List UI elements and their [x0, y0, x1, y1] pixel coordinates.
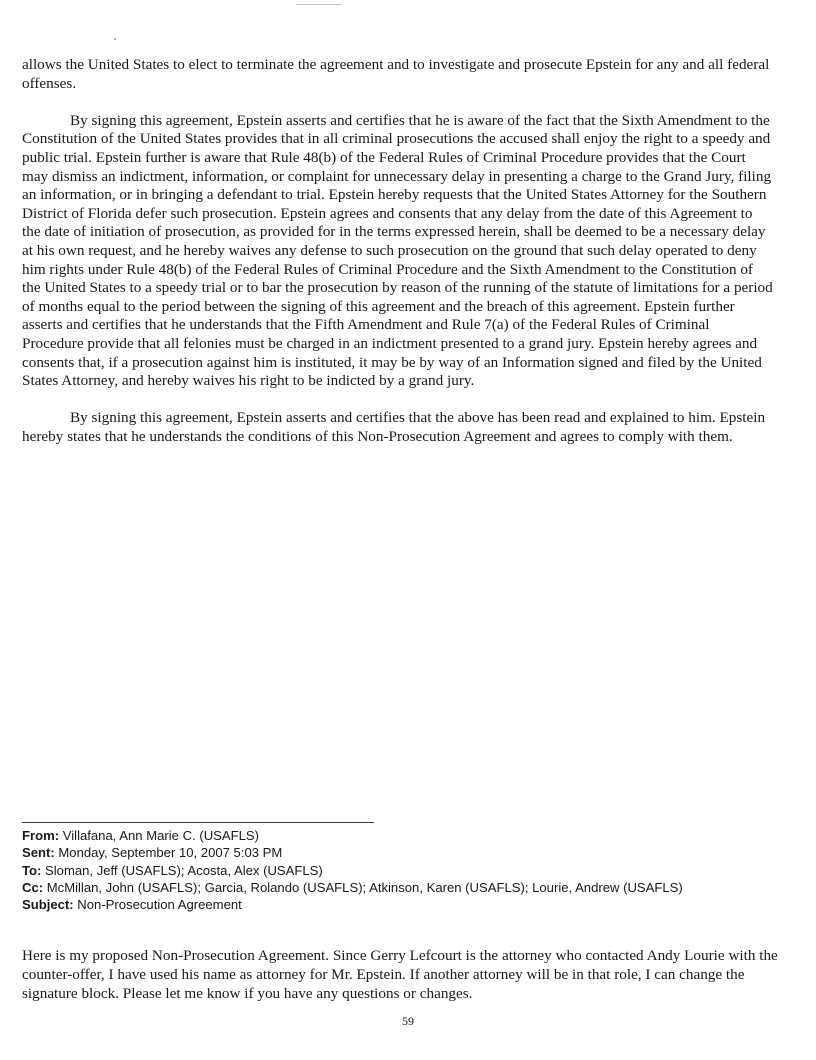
email-cc-label: Cc:	[22, 879, 44, 895]
email-header	[22, 827, 792, 913]
scan-artifact-line	[296, 4, 342, 5]
email-sent-label: Sent:	[22, 845, 55, 861]
email-sent-line	[22, 844, 792, 861]
paragraph-speedy-trial-waiver: By signing this agreement, Epstein asserts and certifies that he is aware of the fact that the Sixth Amendment to the Constitution of the United States provides that in all criminal prosecutions the accused shall enjoy the right to a speedy and public trial. Epstein further is aware that Rule 48(b) of the Federal Rules of Criminal Procedure provides that the Court may dismiss an indictment, information, or complaint for unnecessary delay in presenting a charge to the Grand Jury, filing an information, or in bringing a defendant to trial. Epstein hereby requests that the United States Attorney for the Southern District of Florida defer such prosecution. Epstein agrees and consents that any delay from the date of this Agreement to the date of initiation of prosecution, as provided for in the terms expressed herein, shall be deemed to be a necessary delay at his own request, and he hereby waives any defense to such prosecution on the ground that such delay operated to deny him rights under Rule 48(b) of the Federal Rules of Criminal Procedure and the Sixth Amendment to the Constitution of the United States to a speedy trial or to bar the prosecution by reason of the running of the statute of limitations for a period of months equal to the period between the signing of this agreement and the breach of this agreement. Epstein further asserts and certifies that he understands that the Fifth Amendment and Rule 7(a) of the Federal Rules of Criminal Procedure provide that all felonies must be charged in an indictment presented to a grand jury. Epstein hereby agrees and consents that, if a prosecution against him is instituted, it may be by way of an Information signed and filed by the United States Attorney, and hereby waives his right to be indicted by a grand jury.	[22, 111, 773, 390]
agreement-text	[22, 56, 774, 465]
email-to-line	[22, 862, 792, 879]
email-subject-label: Subject:	[22, 897, 74, 913]
paragraph-certification: By signing this agreement, Epstein asserts and certifies that the above has been read and explained to him. Epstein hereby states that he understands the conditions of this Non-Prosecution Agreement and agrees to comply with them.	[22, 409, 766, 445]
email-cc-line	[22, 879, 792, 896]
email-from-label: From:	[22, 828, 60, 843]
email-sent-value: Monday, September 10, 2007 5:03 PM	[58, 845, 283, 861]
email-to-value: Sloman, Jeff (USAFLS); Acosta, Alex (USAFLS)	[45, 862, 323, 878]
page-number: 59	[402, 1014, 414, 1028]
email-separator-rule	[22, 822, 374, 823]
email-from-value: Villafana, Ann Marie C. (USAFLS)	[62, 828, 259, 843]
email-body-paragraph: Here is my proposed Non-Prosecution Agreement. Since Gerry Lefcourt is the attorney who contacted Andy Lourie with the counter-offer, I have used his name as attorney for Mr. Epstein. If another attorney will be in that role, I can change the signature block. Please let me know if you have any questions or changes.	[22, 947, 778, 1002]
email-subject-value: Non-Prosecution Agreement	[77, 897, 242, 913]
email-cc-value: McMillan, John (USAFLS); Garcia, Rolando (USAFLS); Atkinson, Karen (USAFLS); Lourie, Andrew (USAFLS)	[46, 879, 683, 895]
email-from-line	[22, 827, 792, 844]
paragraph-continuation: allows the United States to elect to terminate the agreement and to investigate and prosecute Epstein for any and all federal offenses.	[22, 56, 770, 92]
email-body	[22, 946, 782, 1003]
email-to-label: To:	[22, 862, 42, 878]
scan-artifact-dot	[114, 38, 116, 40]
email-subject-line	[22, 896, 792, 913]
